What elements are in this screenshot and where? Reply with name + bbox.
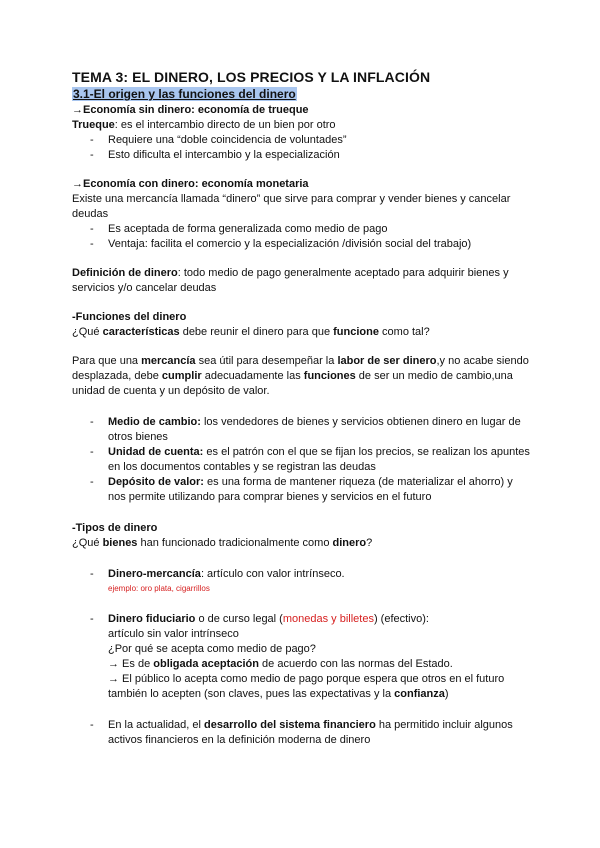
section-subtitle: 3.1-El origen y las funciones del dinero bbox=[73, 87, 296, 101]
barter-heading: →Economía sin dinero: economía de trueque bbox=[72, 104, 309, 116]
barter-definition: Trueque: es el intercambio directo de un bien por otro bbox=[72, 119, 336, 131]
functions-heading: -Funciones del dinero bbox=[72, 311, 187, 323]
types-list-fiat bbox=[72, 612, 532, 702]
list-item: - Requiere una “doble coincidencia de voluntades” bbox=[90, 133, 532, 148]
list-item: - En la actualidad, el desarrollo del sistema financiero ha permitido incluir algunos activos financieros en la definición moderna de dinero bbox=[90, 718, 532, 748]
monetary-list bbox=[72, 222, 532, 252]
list-item: - Esto dificulta el intercambio y la especialización bbox=[90, 148, 532, 163]
list-item: - Medio de cambio: los vendedores de bienes y servicios obtienen dinero en lugar de otros bienes bbox=[90, 415, 532, 445]
types-list-commodity bbox=[72, 567, 532, 596]
list-item: - Dinero fiduciario o de curso legal (monedas y billetes) (efectivo): artículo sin valor intrínseco ¿Por qué se acepta como medio de pago? → Es de obligada aceptación de acuerdo con las normas del Estado. → El público lo acepta como medio de pago porque espera que otros en el futuro también lo acepten (son claves, pues las expectativas y la confianza) bbox=[90, 612, 532, 702]
functions-question: ¿Qué características debe reunir el dinero para que funcione como tal? bbox=[72, 326, 430, 338]
page-title: TEMA 3: EL DINERO, LOS PRECIOS Y LA INFLACIÓN bbox=[72, 69, 431, 85]
commodity-example: ejemplo: oro plata, cigarrillos bbox=[108, 584, 210, 593]
functions-list bbox=[72, 415, 532, 505]
monetary-heading: →Economía con dinero: economía monetaria bbox=[72, 178, 309, 190]
list-item: - Ventaja: facilita el comercio y la especialización /división social del trabajo) bbox=[90, 237, 532, 252]
types-list-modern bbox=[72, 718, 532, 748]
functions-paragraph: Para que una mercancía sea útil para desempeñar la labor de ser dinero,y no acabe siendo desplazada, debe cumplir adecuadamente las funciones de ser un medio de cambio,una unidad de cuenta y un depósito de valor. bbox=[72, 355, 529, 397]
monetary-intro: Existe una mercancía llamada “dinero” que sirve para comprar y vender bienes y cancelar deudas bbox=[72, 193, 511, 220]
list-item: - Dinero-mercancía: artículo con valor intrínseco. ejemplo: oro plata, cigarrillos bbox=[90, 567, 532, 596]
barter-list bbox=[72, 133, 532, 163]
list-item: - Depósito de valor: es una forma de mantener riqueza (de materializar el ahorro) y nos permite utilizando para comprar bienes y servicios en el futuro bbox=[90, 475, 532, 505]
document-page bbox=[72, 70, 532, 748]
money-definition: Definición de dinero: todo medio de pago generalmente aceptado para adquirir bienes y servicios y/o cancelar deudas bbox=[72, 267, 509, 294]
types-heading: -Tipos de dinero bbox=[72, 522, 158, 534]
types-question: ¿Qué bienes han funcionado tradicionalmente como dinero? bbox=[72, 537, 373, 549]
list-item: - Es aceptada de forma generalizada como medio de pago bbox=[90, 222, 532, 237]
list-item: - Unidad de cuenta: es el patrón con el que se fijan los precios, se realizan los apuntes en los documentos contables y se registran las deudas bbox=[90, 445, 532, 475]
